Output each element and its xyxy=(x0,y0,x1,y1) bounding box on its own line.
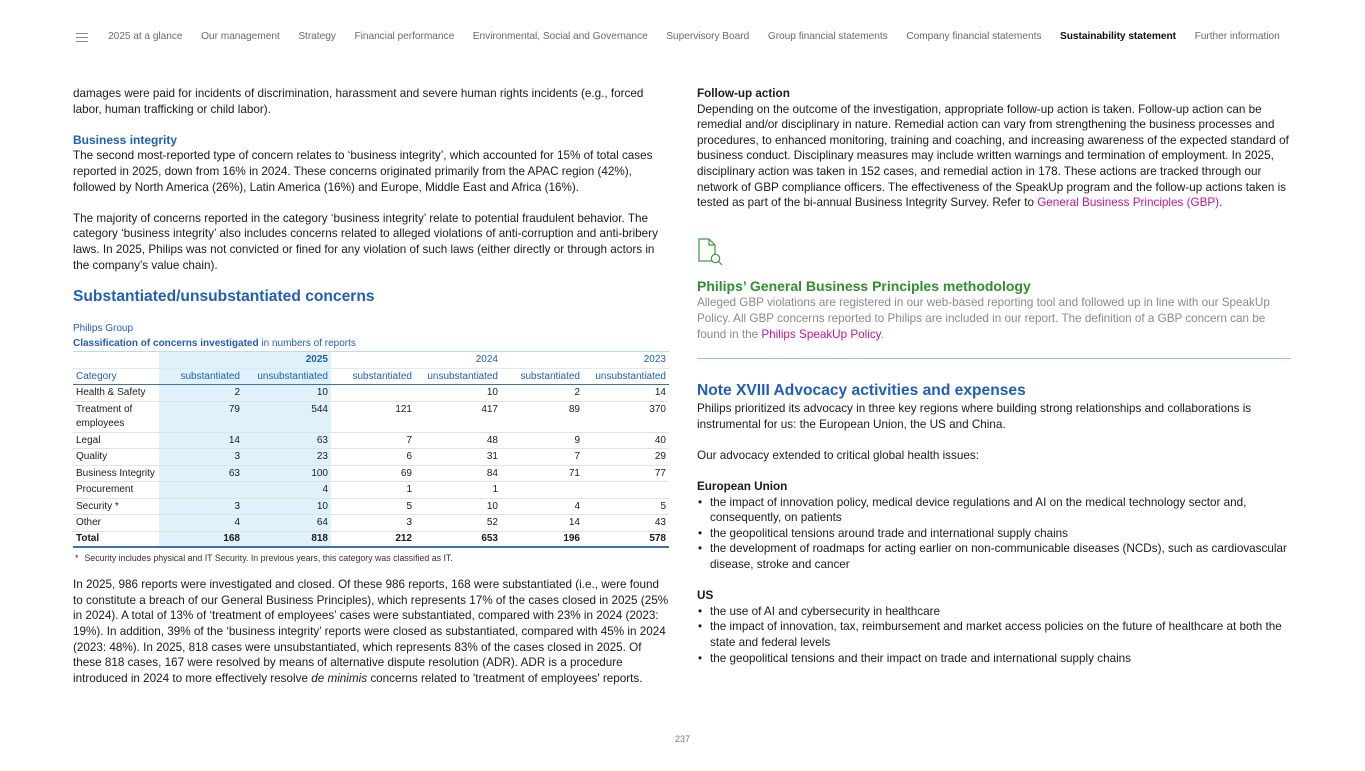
value-cell: 89 xyxy=(501,401,583,432)
nav-item-supervisory-board[interactable]: Supervisory Board xyxy=(666,31,750,42)
value-cell: 7 xyxy=(501,449,583,466)
value-cell: 10 xyxy=(243,498,331,515)
value-cell: 69 xyxy=(331,465,415,482)
value-cell xyxy=(159,482,243,499)
concerns-heading: Substantiated/unsubstantiated concerns xyxy=(73,288,375,306)
table-row xyxy=(73,465,669,482)
value-cell: 417 xyxy=(415,401,501,432)
nav-item-financial-performance[interactable]: Financial performance xyxy=(354,31,455,42)
methodology-heading: Philips’ General Business Principles methodology xyxy=(697,278,1031,295)
list-item: • the use of AI and cybersecurity in healthcare xyxy=(697,604,1293,620)
category-cell: Health & Safety xyxy=(73,385,159,402)
value-cell: 84 xyxy=(415,465,501,482)
value-cell: 64 xyxy=(243,515,331,532)
value-cell: 10 xyxy=(243,385,331,402)
value-cell: 63 xyxy=(159,465,243,482)
nav-item-sustainability-statement[interactable]: Sustainability statement xyxy=(1060,31,1176,42)
speakup-policy-link[interactable]: Philips SpeakUp Policy xyxy=(761,327,881,341)
value-cell: 14 xyxy=(501,515,583,532)
category-cell: Procurement xyxy=(73,482,159,499)
business-integrity-heading: Business integrity xyxy=(73,132,178,147)
table-total-row: Total 168 818 212 653 196 578 xyxy=(73,531,669,547)
nav-item-strategy[interactable]: Strategy xyxy=(298,31,336,42)
table-row xyxy=(73,401,669,432)
hamburger-menu-icon[interactable] xyxy=(76,33,88,43)
table-sub-header-row xyxy=(73,368,669,385)
nav-item-company-financial-statements[interactable]: Company financial statements xyxy=(906,31,1042,42)
year-2024-header: 2024 xyxy=(415,352,501,369)
list-item: • the development of roadmaps for acting earlier on non-communicable diseases (NCDs), such as cardiovascular disease, stroke and cancer xyxy=(697,541,1293,572)
us-heading: US xyxy=(697,589,714,603)
section-divider xyxy=(697,358,1291,359)
value-cell: 10 xyxy=(415,385,501,402)
table-row xyxy=(73,432,669,449)
value-cell: 52 xyxy=(415,515,501,532)
gbp-link[interactable]: General Business Principles (GBP) xyxy=(1037,196,1220,210)
value-cell: 79 xyxy=(159,401,243,432)
table-title-bold: Classification of concerns investigated xyxy=(73,338,259,350)
sub-header: unsubstantiated xyxy=(415,368,501,385)
document-search-icon xyxy=(697,237,725,267)
year-2025-header: 2025 xyxy=(243,352,331,369)
right-column xyxy=(697,86,1293,666)
summary-paragraph: In 2025, 986 reports were investigated and closed. Of these 986 reports, 168 were substantiated (i.e., were found to constitute a breach of our General Business Principles), which represents 17% of the cases closed in 2025 (25% in 2024). A total of 13% of ‘treatment of employees’ cases were substantiated, compared with 23% in 2024 (2023: 19%). In addition, 39% of the ‘business integrity’ reports were closed as substantiated, compared with 45% in 2024 (2023: 48%). In 2025, 818 cases were unsubstantiated, which represents 83% of the cases closed in 2025. Of these 818 cases, 167 were resolved by means of alternative dispute resolution (ADR). ADR is a procedure introduced in 2024 to more effectively resolve de minimis concerns related to 'treatment of employees' reports. xyxy=(73,578,669,685)
category-cell: Business Integrity xyxy=(73,465,159,482)
nav-item-esg[interactable]: Environmental, Social and Governance xyxy=(472,31,648,42)
table-row xyxy=(73,449,669,466)
nav-item-group-financial-statements[interactable]: Group financial statements xyxy=(767,31,888,42)
advocacy-heading: Note XVIII Advocacy activities and expenses xyxy=(697,382,1026,400)
table-row xyxy=(73,385,669,402)
list-item: • the impact of innovation, tax, reimbursement and market access policies on the future of healthcare at both the state and federal levels xyxy=(697,619,1293,650)
value-cell: 4 xyxy=(159,515,243,532)
value-cell xyxy=(583,482,669,499)
value-cell: 23 xyxy=(243,449,331,466)
value-cell: 1 xyxy=(415,482,501,499)
list-item: • the geopolitical tensions around trade and international supply chains xyxy=(697,526,1293,542)
nav-items xyxy=(108,31,1298,42)
value-cell: 3 xyxy=(159,449,243,466)
advocacy-para-1: Philips prioritized its advocacy in three key regions where building strong relationships and collaborations is instrumental for us: the European Union, the US and China. xyxy=(697,402,1252,431)
value-cell: 3 xyxy=(159,498,243,515)
category-cell: Treatment of employees xyxy=(73,401,159,432)
us-list xyxy=(697,604,1293,666)
advocacy-para-2: Our advocacy extended to critical global health issues: xyxy=(697,448,979,462)
nav-item-further-information[interactable]: Further information xyxy=(1194,31,1280,42)
value-cell: 31 xyxy=(415,449,501,466)
value-cell: 10 xyxy=(415,498,501,515)
value-cell: 48 xyxy=(415,432,501,449)
value-cell: 14 xyxy=(159,432,243,449)
value-cell: 2 xyxy=(159,385,243,402)
table-title xyxy=(73,336,669,351)
value-cell: 4 xyxy=(243,482,331,499)
methodology-paragraph: Alleged GBP violations are registered in our web-based reporting tool and followed up in line with our SpeakUp Policy. All GBP concerns reported to Philips are included in our report. The definition of a GBP concern can be found in the Philips SpeakUp Policy. xyxy=(697,296,1270,341)
table-footnote: * Security includes physical and IT Security. In previous years, this category was classified as IT. xyxy=(75,553,453,564)
table-group-label: Philips Group xyxy=(73,323,134,335)
nav-item-at-a-glance[interactable]: 2025 at a glance xyxy=(108,31,183,42)
eu-heading: European Union xyxy=(697,480,788,494)
list-item: • the impact of innovation policy, medical device regulations and AI on the medical technology sector and, consequently, on patients xyxy=(697,495,1293,526)
value-cell: 6 xyxy=(331,449,415,466)
value-cell: 71 xyxy=(501,465,583,482)
concerns-table xyxy=(73,351,669,548)
category-header: Category xyxy=(73,368,159,385)
value-cell: 370 xyxy=(583,401,669,432)
sub-header: unsubstantiated xyxy=(583,368,669,385)
value-cell: 29 xyxy=(583,449,669,466)
value-cell: 2 xyxy=(501,385,583,402)
category-cell: Security * xyxy=(73,498,159,515)
value-cell: 63 xyxy=(243,432,331,449)
table-body xyxy=(73,385,669,532)
value-cell: 1 xyxy=(331,482,415,499)
table-row xyxy=(73,498,669,515)
category-cell: Other xyxy=(73,515,159,532)
value-cell: 5 xyxy=(583,498,669,515)
value-cell: 7 xyxy=(331,432,415,449)
value-cell: 40 xyxy=(583,432,669,449)
eu-list xyxy=(697,495,1293,573)
business-integrity-para-1: The second most-reported type of concern relates to ‘business integrity’, which accounted for 15% of total cases reported in 2025, down from 16% in 2024. These concerns originated primarily from the APAC region (42%), followed by North America (26%), Latin America (16%) and Europe, Middle East and Africa (16%). xyxy=(73,149,653,194)
year-2023-header: 2023 xyxy=(583,352,669,369)
sub-header: unsubstantiated xyxy=(243,368,331,385)
value-cell: 544 xyxy=(243,401,331,432)
value-cell: 14 xyxy=(583,385,669,402)
nav-item-our-management[interactable]: Our management xyxy=(201,31,280,42)
value-cell: 9 xyxy=(501,432,583,449)
table-row xyxy=(73,482,669,499)
value-cell: 4 xyxy=(501,498,583,515)
value-cell: 43 xyxy=(583,515,669,532)
intro-paragraph: damages were paid for incidents of discrimination, harassment and severe human rights incidents (e.g., forced labor, human trafficking or child labor). xyxy=(73,87,644,116)
value-cell: 3 xyxy=(331,515,415,532)
business-integrity-para-2: The majority of concerns reported in the category ‘business integrity’ relate to potential fraudulent behavior. The category ‘business integrity’ also includes concerns related to alleged violations of anti-corruption and anti-bribery laws. In 2025, Philips was not convicted or fined for any violation of such laws (either directly or through actors in the company’s value chain). xyxy=(73,211,658,272)
category-cell: Quality xyxy=(73,449,159,466)
list-item: • the geopolitical tensions and their impact on trade and international supply chains xyxy=(697,651,1293,667)
followup-paragraph: Depending on the outcome of the investigation, appropriate follow-up action is taken. Follow-up action can be remedial and/or disciplinary in nature. Remedial action can vary from strengthening the business processes and procedures, to enhanced monitoring, training and coaching, and increasing awareness of the expected standard of business conduct. Disciplinary measures may include written warnings and termination of employment. In 2025, disciplinary action was taken in 152 cases, and remedial action in 178. These actions are tracked through our network of GBP compliance officers. The effectiveness of the SpeakUp program and the follow-up actions taken is tested as part of the bi-annual Business Integrity Survey. Refer to General Business Principles (GBP). xyxy=(697,102,1289,210)
value-cell: 77 xyxy=(583,465,669,482)
table-title-rest: in numbers of reports xyxy=(258,338,356,350)
table-year-header-row xyxy=(73,352,669,369)
table-row xyxy=(73,515,669,532)
left-column xyxy=(73,86,669,686)
table-caption xyxy=(73,321,669,351)
sub-header: substantiated xyxy=(159,368,243,385)
category-cell: Legal xyxy=(73,432,159,449)
value-cell: 5 xyxy=(331,498,415,515)
sub-header: substantiated xyxy=(331,368,415,385)
followup-heading: Follow-up action xyxy=(697,87,790,100)
value-cell xyxy=(501,482,583,499)
top-navigation xyxy=(0,0,1365,74)
value-cell xyxy=(331,385,415,402)
sub-header: substantiated xyxy=(501,368,583,385)
page-number: 237 xyxy=(674,734,691,744)
value-cell: 121 xyxy=(331,401,415,432)
value-cell: 100 xyxy=(243,465,331,482)
